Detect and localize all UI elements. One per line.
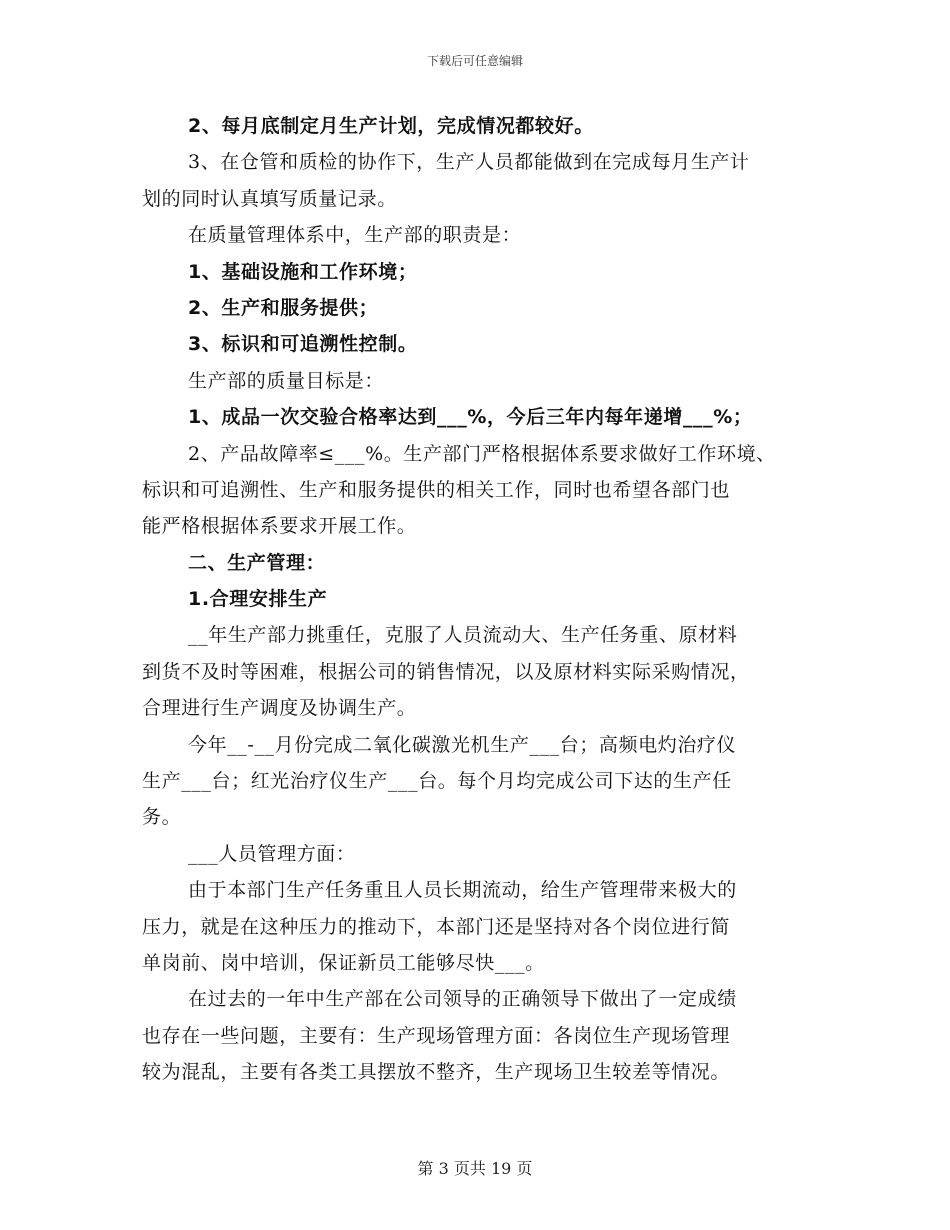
text-line: 务。 [142, 806, 182, 829]
text-line: 今年__-__月份完成二氧化碳激光机生产___台；高频电灼治疗仪 [188, 733, 737, 756]
text-line: 在质量管理体系中，生产部的职责是： [188, 224, 522, 247]
text-line: 较为混乱，主要有各类工具摆放不整齐，生产现场卫生较差等情况。 [142, 1061, 731, 1084]
text-line: 2、产品故障率≤___%。生产部门严格根据体系要求做好工作环境、 [188, 442, 776, 465]
text-line: 3、在仓管和质检的协作下，生产人员都能做到在完成每月生产计 [188, 151, 750, 174]
text-line: 1.合理安排生产 [188, 588, 328, 611]
text-line: 生产___台；红光治疗仪生产___台。每个月均完成公司下达的生产任 [142, 770, 732, 793]
text-line: 2、每月底制定月生产计划，完成情况都较好。 [188, 115, 594, 137]
text-line: 在过去的一年中生产部在公司领导的正确领导下做出了一定成绩 [188, 988, 737, 1011]
text-line: 二、生产管理： [188, 551, 326, 574]
text-line: 能严格根据体系要求开展工作。 [142, 515, 417, 538]
text-line: 2、生产和服务提供； [188, 296, 379, 319]
text-line: 生产部的质量目标是： [188, 369, 385, 392]
text-line: 由于本部门生产任务重且人员长期流动，给生产管理带来极大的 [188, 879, 737, 902]
text-line: 压力，就是在这种压力的推动下，本部门还是坚持对各个岗位进行简 [142, 915, 731, 938]
text-line: 3、标识和可追溯性控制。 [188, 333, 418, 356]
text-line: ___人员管理方面： [188, 842, 356, 865]
page-footer: 第 3 页共 19 页 [417, 1159, 533, 1178]
text-line: 1、基础设施和工作环境； [188, 260, 418, 283]
page-header: 下载后可任意编辑 [426, 54, 523, 68]
text-line: 合理进行生产调度及协调生产。 [142, 697, 417, 720]
text-line: 划的同时认真填写质量记录。 [142, 187, 397, 210]
text-line: 到货不及时等困难，根据公司的销售情况，以及原材料实际采购情况， [142, 660, 750, 683]
text-line: __年生产部力挑重任，克服了人员流动大、生产任务重、原材料 [188, 624, 738, 647]
text-line: 也存在一些问题，主要有：生产现场管理方面：各岗位生产现场管理 [142, 1024, 731, 1047]
text-line: 标识和可追溯性、生产和服务提供的相关工作，同时也希望各部门也 [142, 478, 731, 501]
document-body [142, 108, 822, 1091]
text-line: 单岗前、岗中培训，保证新员工能够尽快___。 [142, 951, 545, 974]
text-line: 1、成品一次交验合格率达到___%，今后三年内每年递增___%； [188, 406, 753, 429]
